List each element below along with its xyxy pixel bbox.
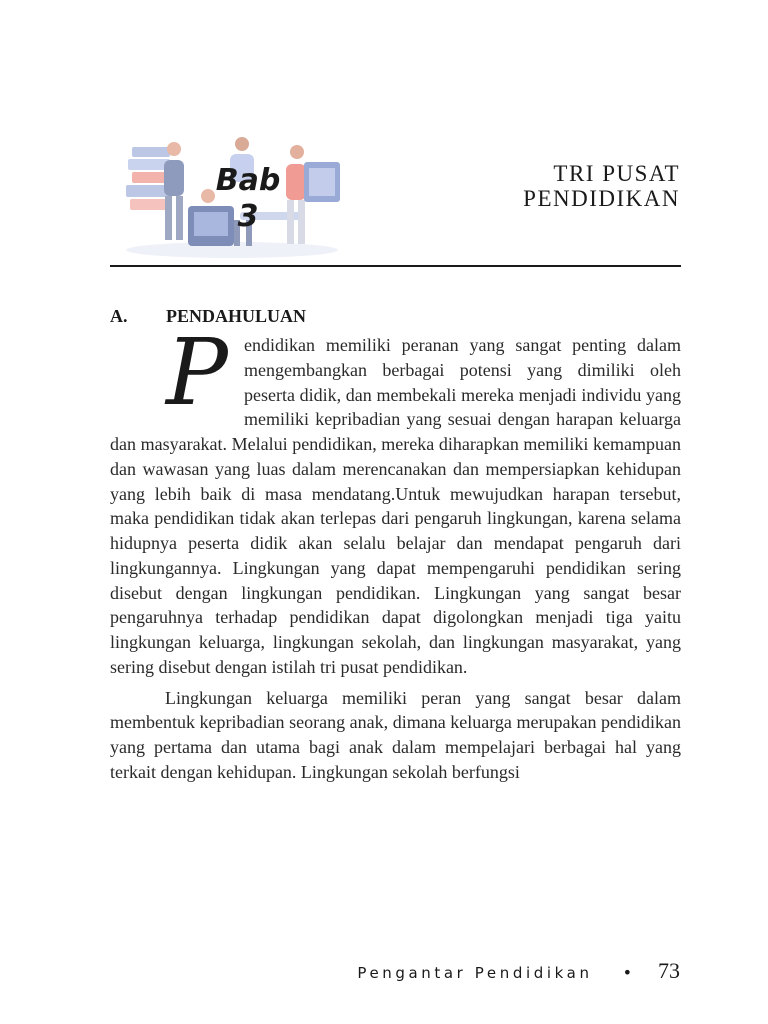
chapter-title xyxy=(523,161,680,211)
drop-cap: P xyxy=(166,319,228,426)
header-divider xyxy=(110,265,681,267)
paragraph-1-text: endidikan memiliki peranan yang sangat penting dalam mengembangkan berbagai potensi yang dimiliki oleh peserta didik, dan membekali mereka menjadi individu yang memiliki kepribadian yang sesuai dengan harapan keluarga dan masyarakat. Melalui pendidikan, mereka diharapkan memiliki kemampuan dan wawasan yang luas dalam merencanakan dan mempersiapkan kehidupan yang lebih baik di masa mendatang.Untuk mewujudkan harapan tersebut, maka pendidikan tidak akan terlepas dari pengaruh lingkungan, karena selama hidupnya peserta didik akan selalu belajar dan mendapat pengaruh dari lingkungannya. Lingkungan yang dapat mempengaruhi pendidikan sering disebut dengan lingkungan pendidikan. Lingkungan yang sangat besar pengaruhnya terhadap pendidikan dapat digolongkan menjadi tiga yaitu lingkungan keluarga, lingkungan sekolah, dan lingkungan masyarakat, yang sering disebut dengan istilah tri pusat pendidikan. xyxy=(110,335,681,677)
chapter-badge xyxy=(214,163,282,235)
page-footer xyxy=(357,958,680,984)
footer-book-title: Pengantar Pendidikan xyxy=(357,964,593,982)
section-number: A. xyxy=(110,306,128,326)
chapter-title-line-1: TRI PUSAT xyxy=(553,161,680,186)
paragraph-1 xyxy=(110,319,681,680)
section-title: PENDAHULUAN xyxy=(166,306,307,326)
chapter-badge-label: Bab xyxy=(215,163,281,198)
body-text xyxy=(110,319,681,785)
page-number: 73 xyxy=(658,958,680,983)
chapter-title-line-2: PENDIDIKAN xyxy=(523,186,680,211)
chapter-badge-number: 3 xyxy=(237,199,259,234)
paragraph-2: Lingkungan keluarga memiliki peran yang sangat besar dalam membentuk kepribadian seorang anak, dimana keluarga merupakan pendidikan yang pertama dan utama bagi anak dalam mempelajari berbagai hal yang terkait dengan kehidupan. Lingkungan sekolah berfungsi xyxy=(110,687,681,782)
footer-bullet: • xyxy=(622,963,632,982)
